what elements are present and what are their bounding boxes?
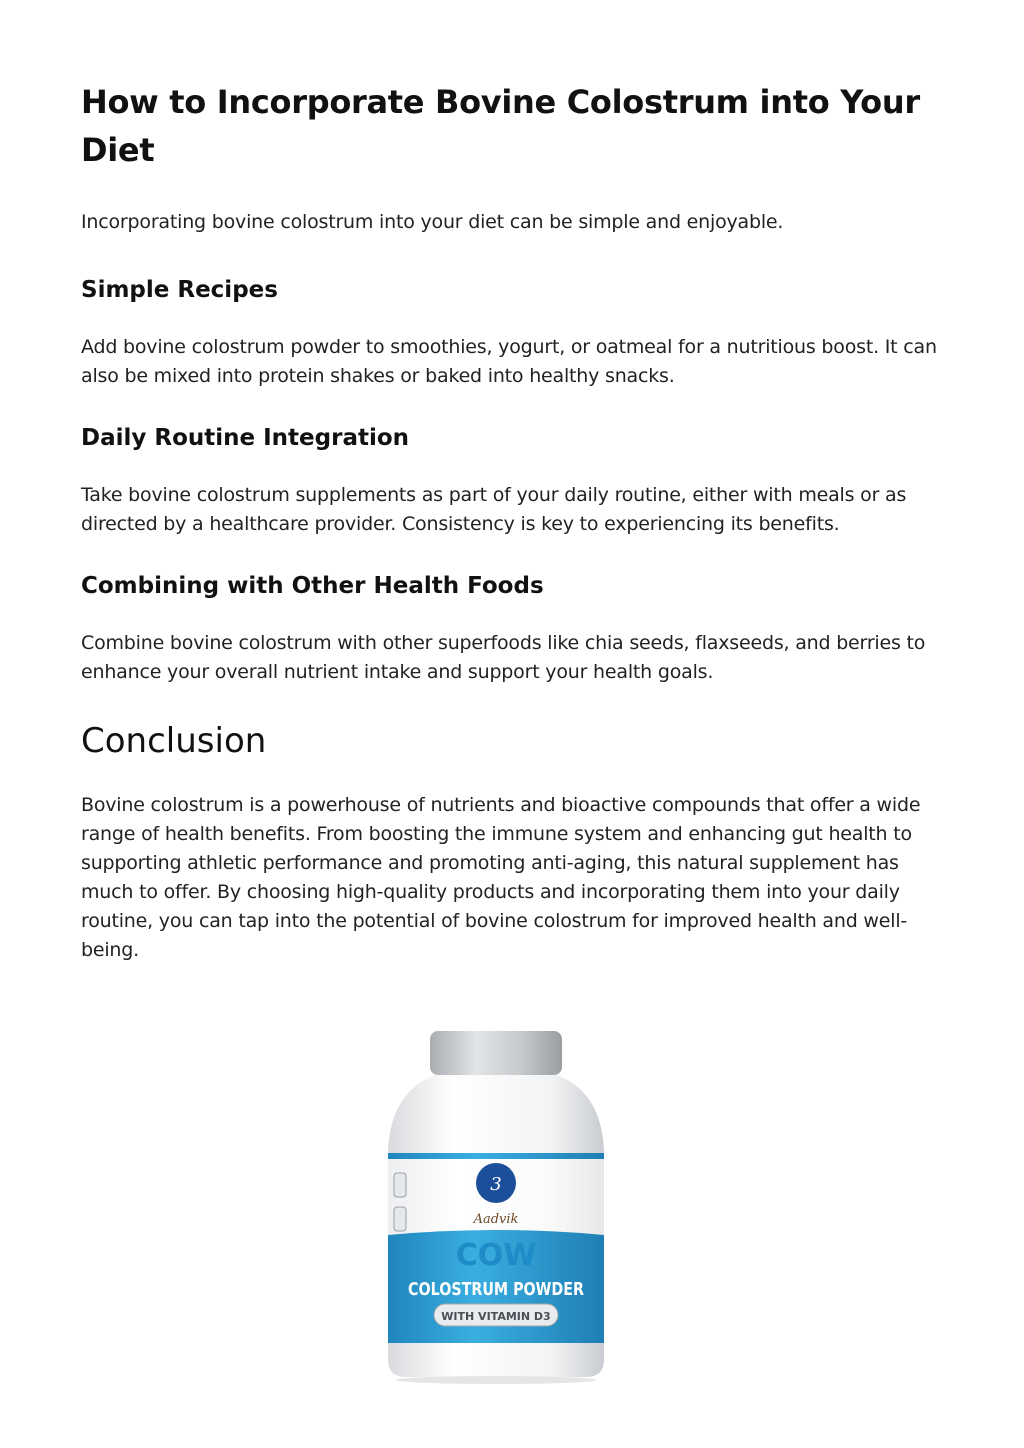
section-heading-daily-routine: Daily Routine Integration bbox=[81, 425, 410, 451]
side-badge-2 bbox=[394, 1207, 406, 1231]
brand-name: Aadvik bbox=[473, 1212, 519, 1227]
label-stripe-top bbox=[388, 1153, 604, 1159]
brand-logo-mark: 3 bbox=[490, 1174, 502, 1195]
intro-paragraph: Incorporating bovine colostrum into your diet can be simple and enjoyable. bbox=[81, 211, 784, 233]
page-title: How to Incorporate Bovine Colostrum into Your Diet bbox=[81, 83, 920, 169]
product-image bbox=[286, 1025, 706, 1385]
side-badge-1 bbox=[394, 1173, 406, 1197]
supplement-bottle-illustration bbox=[286, 1025, 706, 1385]
section-body-combining: Combine bovine colostrum with other superfoods like chia seeds, flaxseeds, and berries to enhance your overall nutrient intake and support your health goals. bbox=[81, 632, 926, 683]
bottle-cap bbox=[430, 1031, 562, 1075]
section-body-simple-recipes: Add bovine colostrum powder to smoothies, yogurt, or oatmeal for a nutritious boost. It can also be mixed into protein shakes or baked into healthy snacks. bbox=[81, 336, 937, 387]
product-line-colostrum: COLOSTRUM POWDER bbox=[408, 1279, 585, 1300]
product-line-cow-text: COW bbox=[455, 1238, 537, 1273]
bottle-shadow bbox=[396, 1376, 596, 1384]
section-body-daily-routine: Take bovine colostrum supplements as part of your daily routine, either with meals or as directed by a healthcare provider. Consistency is key to experiencing its benefits. bbox=[81, 484, 907, 535]
article bbox=[81, 78, 951, 997]
conclusion-body: Bovine colostrum is a powerhouse of nutrients and bioactive compounds that offer a wide range of health benefits. From boosting the immune system and enhancing gut health to supporting athletic performance and promoting anti-aging, this natural supplement has much to offer. By choosing high-quality products and incorporating them into your daily routine, you can tap into the potential of bovine colostrum for improved health and well-being. bbox=[81, 794, 921, 961]
conclusion-heading: Conclusion bbox=[81, 721, 267, 761]
section-heading-combining: Combining with Other Health Foods bbox=[81, 573, 544, 599]
product-line-vitamin: WITH VITAMIN D3 bbox=[441, 1310, 551, 1323]
section-heading-simple-recipes: Simple Recipes bbox=[81, 277, 278, 303]
